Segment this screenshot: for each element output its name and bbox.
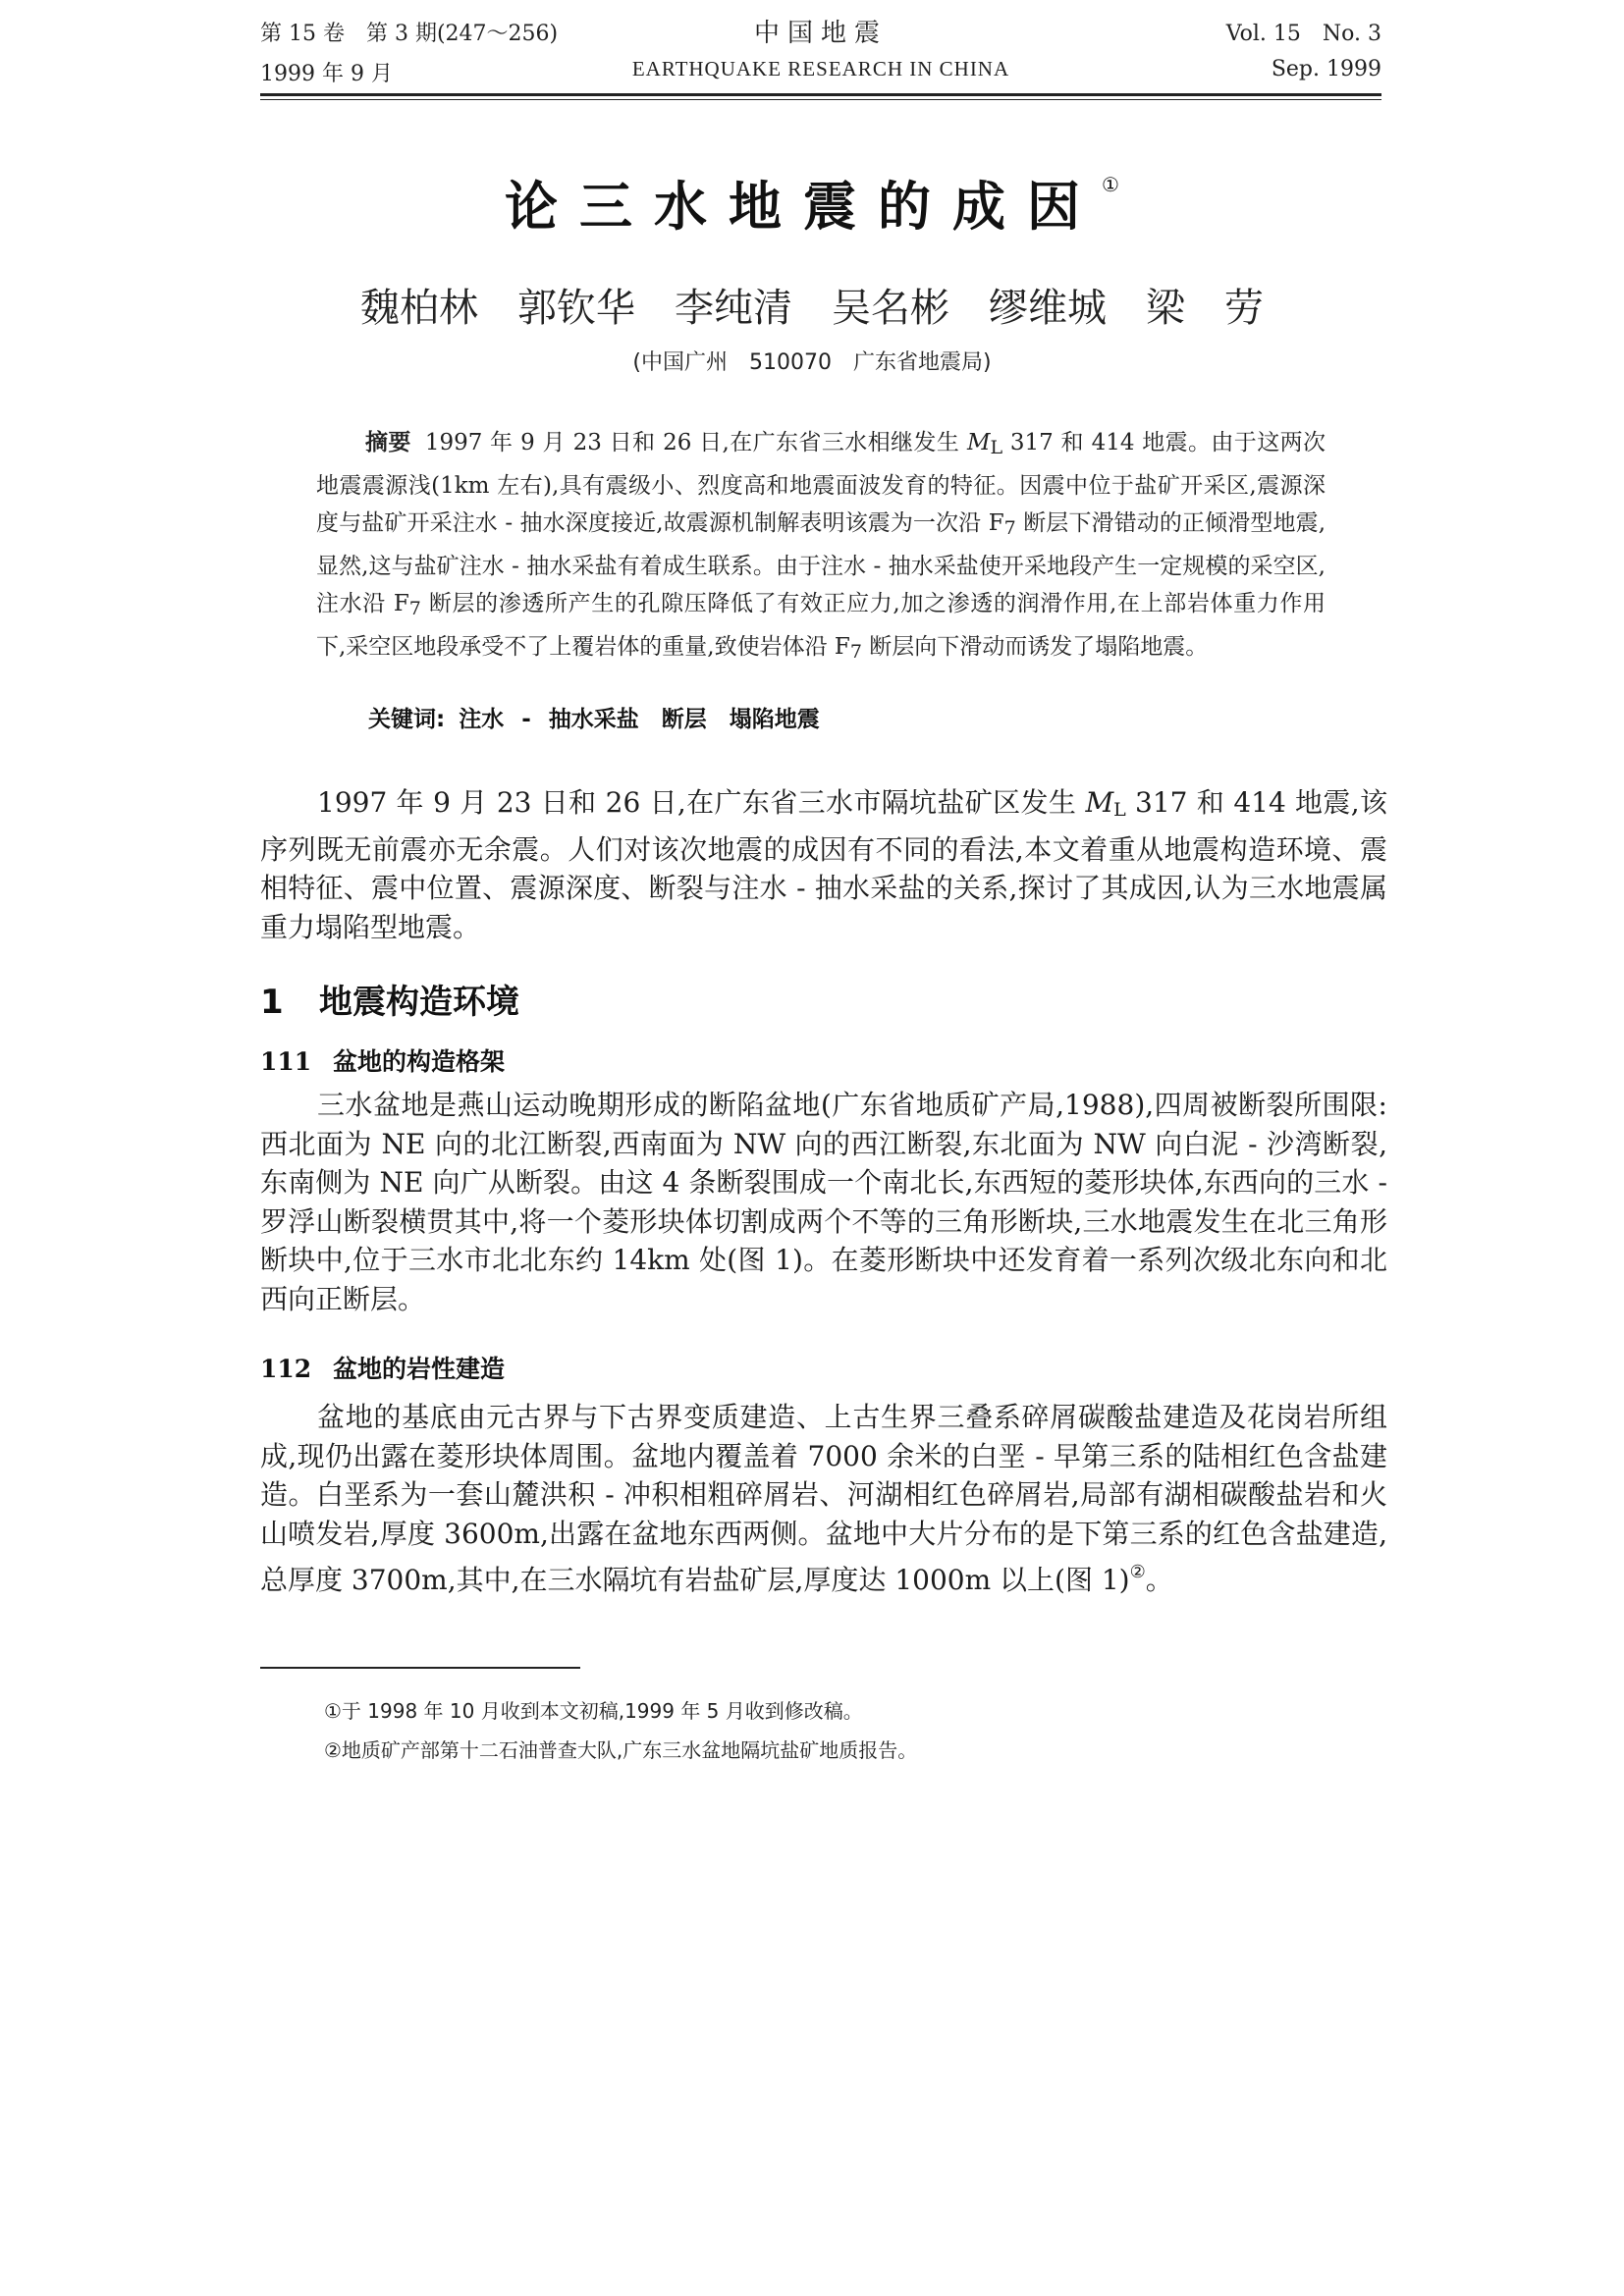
- subsection-title: 盆地的构造格架: [333, 1047, 506, 1076]
- keywords-label: 关键词:: [368, 707, 446, 732]
- footnote-rule: [260, 1667, 580, 1669]
- subsection-number: 112: [260, 1355, 312, 1383]
- abstract-text: 317 和 414 地震。由于这两次地震震源浅(1km 左右),具有震级小、烈度高和地震面波发育的特征。因震中位于盐矿开采区,震源深度与盐矿开采注水 - 抽水深度接近,故震源机制解表明该震为一次沿 F: [316, 430, 1326, 536]
- abstract-text: 断层下滑错动的正倾滑型地震,显然,这与盐矿注水 - 抽水采盐有着成生联系。由于注水 - 抽水采盐使开采地段产生一定规模的采空区,注水沿 F: [316, 510, 1326, 616]
- magnitude-symbol: M: [1085, 786, 1114, 819]
- magnitude-symbol: M: [966, 430, 991, 455]
- title-footnote-mark: ①: [1102, 173, 1119, 196]
- intro-text: 1997 年 9 月 23 日和 26 日,在广东省三水市隔坑盐矿区发生: [317, 786, 1086, 819]
- intro-text: 317 和 414 地震,该序列既无前震亦无余震。人们对该次地震的成因有不同的看法,本文着重从地震构造环境、震相特征、震中位置、震源深度、断裂与注水 - 抽水采盐的关系,探讨了其成因,认为三水地震属重力塌陷型地震。: [260, 786, 1388, 943]
- footnote: ①于 1998 年 10 月收到本文初稿,1999 年 5 月收到修改稿。: [324, 1699, 863, 1723]
- lithology-text-end: 。: [1145, 1564, 1173, 1596]
- volume-issue-en: Vol. 15 No. 3: [1225, 22, 1381, 46]
- volume-issue: 第 15 卷 第 3 期(247～256): [260, 22, 559, 46]
- section-heading: [260, 975, 519, 1023]
- structure-paragraph: 三水盆地是燕山运动晚期形成的断陷盆地(广东省地质矿产局,1988),四周被断裂所围限:西北面为 NE 向的北江断裂,西南面为 NW 向的西江断裂,东北面为 NW 向白泥 - 沙湾断裂,东南侧为 NE 向广从断裂。由这 4 条断裂围成一个南北长,东西短的菱形块体,东西向的三水 - 罗浮山断裂横贯其中,将一个菱形块体切割成两个不等的三角形断块,三水地震发生在北三角形断块中,位于三水市北北东约 14km 处(图 1)。在菱形断块中还发育着一系列次级北东向和北西向正断层。: [260, 1089, 1387, 1315]
- abstract-label: 摘要: [365, 430, 411, 455]
- lithology-text: 盆地的基底由元古界与下古界变质建造、上古生界三叠系碎屑碳酸盐建造及花岗岩所组成,现仍出露在菱形块体周围。盆地内覆盖着 7000 余米的白垩 - 早第三系的陆相红色含盐建造。白垩系为一套山麓洪积 - 冲积相粗碎屑岩、河湖相红色碎屑岩,局部有湖相碳酸盐岩和火山喷发岩,厚度 3600m,出露在盆地东西两侧。盆地中大片分布的是下第三系的红色含盐建造,总厚度 3700m,其中,在三水隔坑有岩盐矿层,厚度达 1000m 以上(图 1): [260, 1401, 1387, 1596]
- paper-title: [0, 165, 1624, 240]
- abstract: [316, 424, 1326, 670]
- fault-subscript: 7: [849, 640, 862, 663]
- section-number: 1: [260, 983, 284, 1022]
- keywords-items: 注水 - 抽水采盐 断层 塌陷地震: [459, 707, 820, 732]
- subsection-heading: [260, 1350, 505, 1385]
- author-list: 魏柏林 郭钦华 李纯清 吴名彬 缪维城 梁 劳: [360, 286, 1264, 331]
- paper-title-text: 论三水地震的成因: [505, 176, 1103, 238]
- abstract-text: 断层向下滑动而诱发了塌陷地震。: [862, 633, 1209, 660]
- journal-name-en: EARTHQUAKE RESEARCH IN CHINA: [631, 57, 1010, 80]
- footnote-mark: ②: [1129, 1562, 1146, 1582]
- magnitude-subscript: L: [1113, 799, 1126, 821]
- issue-date-en: Sep. 1999: [1271, 57, 1381, 81]
- section-title: 地震构造环境: [319, 983, 519, 1022]
- fault-subscript: 7: [408, 598, 421, 619]
- fault-subscript: 7: [1003, 517, 1016, 539]
- lithology-paragraph: [260, 1398, 1387, 1600]
- affiliation: (中国广州 510070 广东省地震局): [632, 350, 992, 375]
- subsection-number: 111: [260, 1047, 312, 1076]
- intro-paragraph: [260, 783, 1387, 946]
- footnote: ②地质矿产部第十二石油普查大队,广东三水盆地隔坑盐矿地质报告。: [324, 1738, 918, 1762]
- keywords: [368, 701, 820, 733]
- subsection-heading: [260, 1042, 505, 1078]
- journal-name-cn: 中国地震: [753, 19, 888, 48]
- header-rule-thin: [260, 99, 1381, 100]
- subsection-title: 盆地的岩性建造: [333, 1355, 506, 1383]
- issue-date-cn: 1999 年 9 月: [260, 62, 393, 86]
- header-rule-thick: [260, 93, 1381, 96]
- abstract-text: 1997 年 9 月 23 日和 26 日,在广东省三水相继发生: [424, 430, 967, 455]
- abstract-text: 断层的渗透所产生的孔隙压降低了有效正应力,加之渗透的润滑作用,在上部岩体重力作用下,采空区地段承受不了上覆岩体的重量,致使岩体沿 F: [316, 591, 1326, 660]
- magnitude-subscript: L: [990, 437, 1003, 458]
